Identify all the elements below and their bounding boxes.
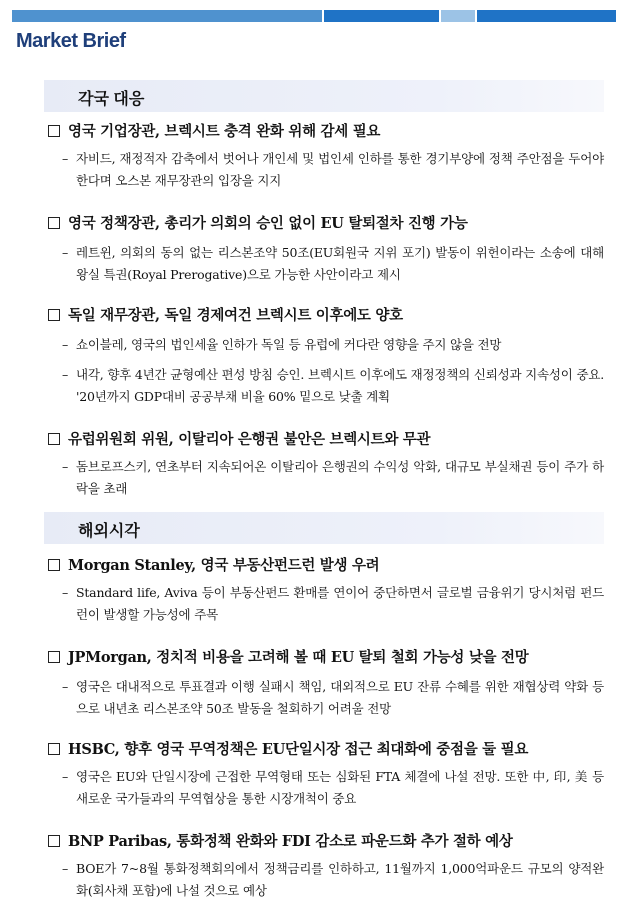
bullet-text: – 영국은 대내적으로 투표결과 이행 실패시 책임, 대외적으로 EU 잔류 수혜를 위한 재협상력 약화 등으로 내년초 리스본조약 50조 발동을 철회하기 어려울 전망 [62, 679, 604, 716]
header-bar-segment [477, 10, 616, 22]
item-heading: 독일 재무장관, 독일 경제여건 브렉시트 이후에도 양호 [48, 304, 613, 325]
section-header-overseas-views [44, 512, 604, 544]
section-header-country-responses [44, 80, 604, 112]
item-heading: HSBC, 향후 영국 무역정책은 EU단일시장 접근 최대화에 중점을 둘 필요 [48, 738, 613, 759]
header-bar-segment [324, 10, 439, 22]
section-title: 해외시각 [78, 523, 140, 540]
checkbox-square-icon [48, 835, 60, 847]
checkbox-square-icon [48, 559, 60, 571]
bullet-text: – BOE가 7~8월 통화정책회의에서 정책금리를 인하하고, 11월까지 1,000억파운드 규모의 양적완화(회사채 포함)에 나설 것으로 예상 [62, 861, 604, 898]
item-heading: 영국 기업장관, 브렉시트 충격 완화 위해 감세 필요 [48, 120, 613, 141]
item-heading: Morgan Stanley, 영국 부동산펀드런 발생 우려 [48, 554, 613, 575]
bullet-text: – 레트윈, 의회의 동의 없는 리스본조약 50조(EU회원국 지위 포기) 발동이 위헌이라는 소송에 대해 왕실 특권(Royal Prerogative)으로 가능한 사안이라고 제시 [62, 245, 604, 282]
bullet-text: – 자비드, 재정적자 감축에서 벗어나 개인세 및 법인세 인하를 통한 경기부양에 정책 주안점을 두어야 한다며 오스본 재무장관의 입장을 지지 [62, 151, 604, 188]
header-color-bar [12, 10, 616, 22]
item-heading: 영국 정책장관, 총리가 의회의 승인 없이 EU 탈퇴절차 진행 가능 [48, 212, 613, 233]
checkbox-square-icon [48, 217, 60, 229]
checkbox-square-icon [48, 743, 60, 755]
item-heading: BNP Paribas, 통화정책 완화와 FDI 감소로 파운드화 추가 절하 예상 [48, 830, 613, 851]
bullet-text: – 내각, 향후 4년간 균형예산 편성 방침 승인. 브렉시트 이후에도 재정정책의 신뢰성과 지속성이 중요. '20년까지 GDP대비 공공부채 비율 60% 밑으로 낮출 계획 [62, 367, 604, 404]
bullet-text: – 돔브로프스키, 연초부터 지속되어온 이탈리아 은행권의 수익성 악화, 대규모 부실채권 등이 주가 하락을 초래 [62, 459, 604, 496]
page-title: Market Brief [16, 30, 126, 52]
bullet-text: – 영국은 EU와 단일시장에 근접한 무역형태 또는 심화된 FTA 체결에 나설 전망. 또한 中, 印, 美 등 새로운 국가들과의 무역협상을 통한 시장개척이 중요 [62, 769, 604, 806]
checkbox-square-icon [48, 651, 60, 663]
item-heading: 유럽위원회 위원, 이탈리아 은행권 불안은 브렉시트와 무관 [48, 428, 613, 449]
item-heading: JPMorgan, 정치적 비용을 고려해 볼 때 EU 탈퇴 철회 가능성 낮을 전망 [48, 646, 613, 667]
section-title: 각국 대응 [78, 91, 145, 108]
bullet-text: – Standard life, Aviva 등이 부동산펀드 환매를 연이어 중단하면서 글로벌 금융위기 당시처럼 펀드런이 발생할 가능성에 주목 [62, 585, 604, 622]
bullet-text: – 쇼이블레, 영국의 법인세율 인하가 독일 등 유럽에 커다란 영향을 주지 않을 전망 [62, 337, 502, 352]
checkbox-square-icon [48, 309, 60, 321]
checkbox-square-icon [48, 125, 60, 137]
checkbox-square-icon [48, 433, 60, 445]
header-bar-segment [441, 10, 475, 22]
header-bar-segment [12, 10, 322, 22]
